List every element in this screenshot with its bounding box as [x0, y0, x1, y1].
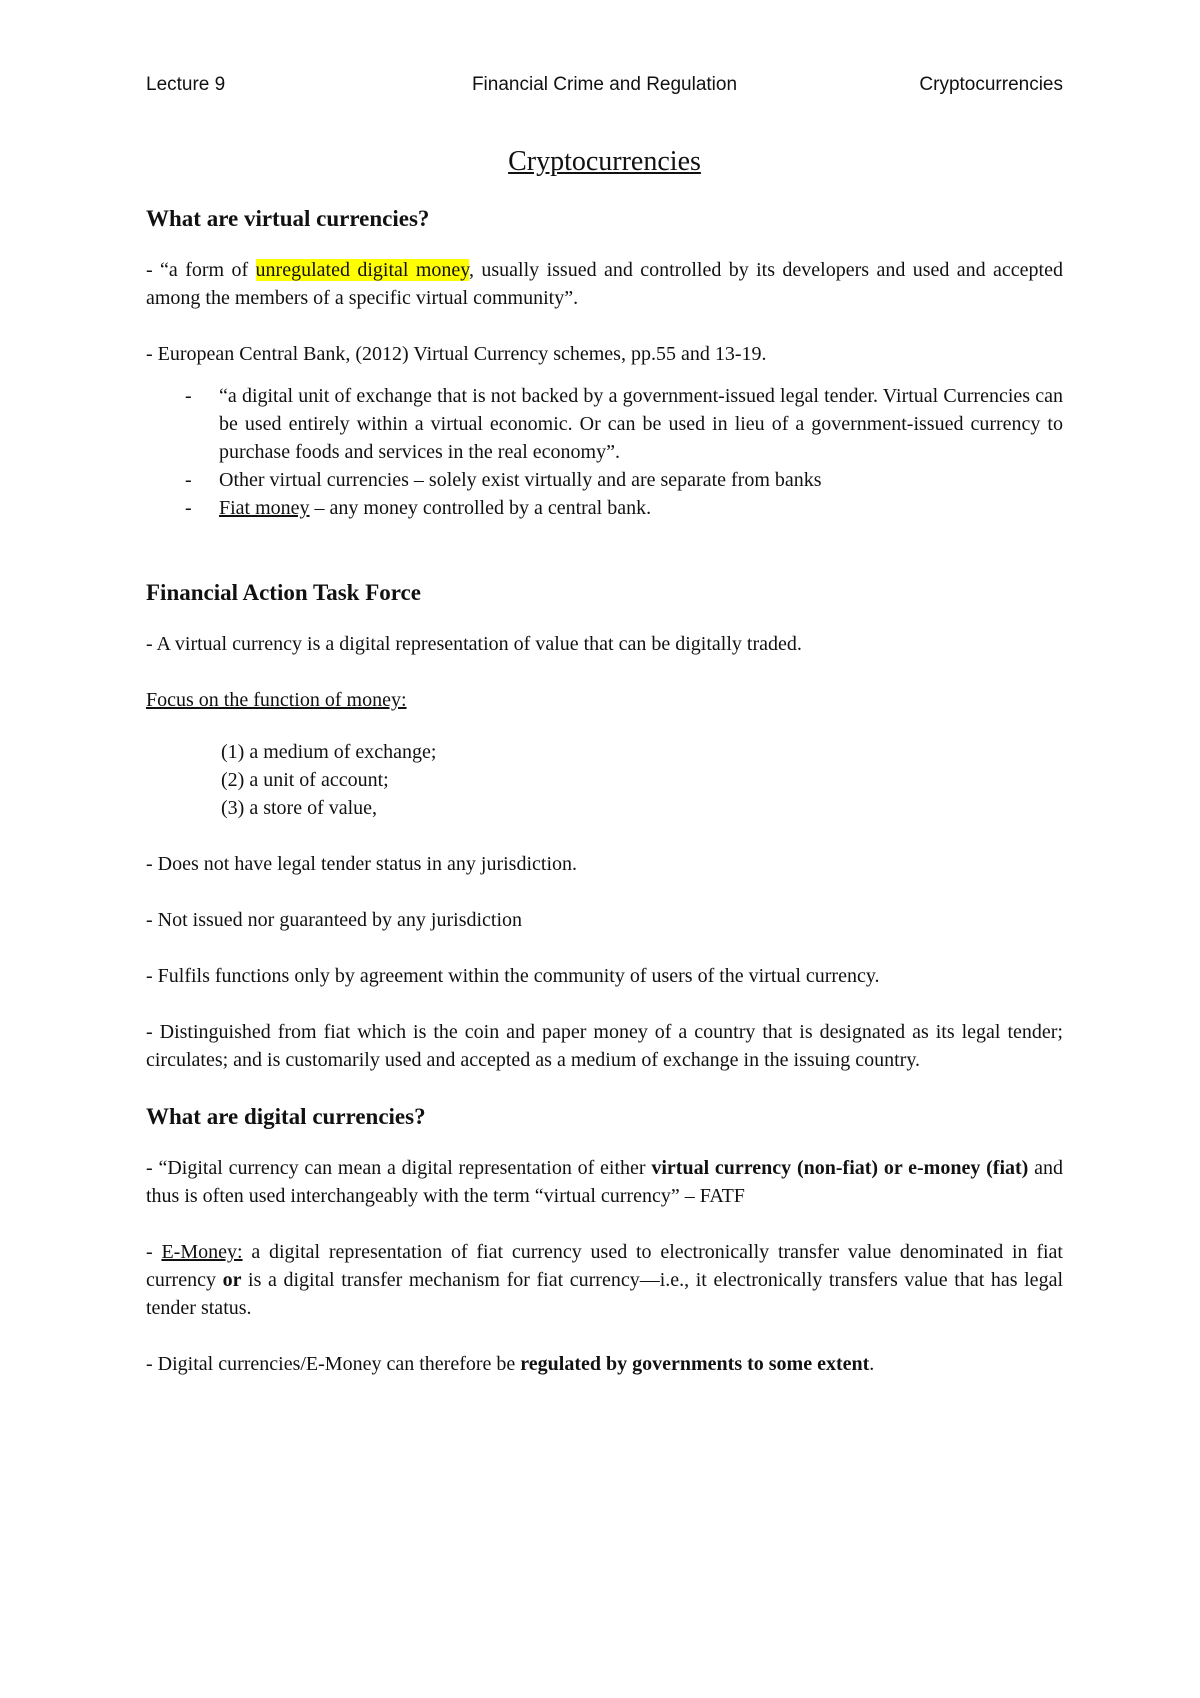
- header-course: Financial Crime and Regulation: [471, 74, 738, 95]
- bold-run: regulated by governments to some extent: [520, 1353, 870, 1375]
- header-topic: Cryptocurrencies: [919, 74, 1063, 95]
- list-item: (2) a unit of account;: [221, 769, 389, 791]
- quote-suffix: , usually issued and controlled by its developers and used and accepted among the members of a specific virtual community”.: [146, 259, 1063, 309]
- fatf-point: - Fulfils functions only by agreement within the community of users of the virtual currency.: [146, 965, 880, 987]
- header-lecture: Lecture 9: [146, 74, 226, 95]
- bullet-dash: -: [185, 469, 192, 491]
- text-run: a digital representation of fiat currency used to electronically transfer value denominated in fiat currency: [146, 1241, 1063, 1291]
- text-run: - Digital currencies/E-Money can therefore be: [146, 1353, 521, 1375]
- bullet-text: – any money controlled by a central bank.: [309, 497, 652, 519]
- text-run: and thus is often used interchangeably with the term “virtual currency” – FATF: [146, 1157, 1063, 1207]
- fiat-money-term: Fiat money: [219, 497, 310, 519]
- text-run: - “Digital currency can mean a digital representation of either: [146, 1157, 652, 1179]
- ecb-source: - European Central Bank, (2012) Virtual Currency schemes, pp.55 and 13-19.: [146, 343, 767, 365]
- list-item: (3) a store of value,: [221, 797, 378, 819]
- virtual-currency-quote: [146, 256, 1063, 312]
- quote-prefix: - “a form of: [146, 259, 256, 281]
- fatf-point: - Distinguished from fiat which is the coin and paper money of a country that is designated as its legal tender; circulates; and is customarily used and accepted as a medium of exchange in the issuing country.: [146, 1021, 1063, 1071]
- bullet-text: Other virtual currencies – solely exist virtually and are separate from banks: [219, 469, 822, 491]
- text-run: -: [146, 1241, 162, 1263]
- focus-label: Focus on the function of money:: [146, 689, 407, 711]
- fatf-point: - Not issued nor guaranteed by any jurisdiction: [146, 909, 523, 931]
- document-body: [146, 142, 1063, 1406]
- text-run: is a digital transfer mechanism for fiat currency—i.e., it electronically transfers value that has legal tender status.: [146, 1269, 1063, 1319]
- section-heading-virtual-currencies: What are virtual currencies?: [146, 206, 430, 231]
- fatf-definition: - A virtual currency is a digital representation of value that can be digitally traded.: [146, 633, 802, 655]
- bullet-dash: -: [185, 497, 192, 519]
- money-functions-list: [221, 738, 1063, 822]
- e-money-definition: [146, 1238, 1063, 1322]
- document-title: Cryptocurrencies: [508, 146, 701, 177]
- text-run: .: [869, 1353, 875, 1375]
- page-header: [146, 74, 1063, 104]
- digital-currency-definition: [146, 1154, 1063, 1210]
- list-item: [185, 382, 1063, 466]
- bold-run: virtual currency (non-fiat) or e-money (fiat): [651, 1157, 1029, 1179]
- highlighted-term: unregulated digital money: [255, 259, 469, 281]
- list-item: [185, 494, 1063, 522]
- list-item: (1) a medium of exchange;: [221, 741, 437, 763]
- section-heading-fatf: Financial Action Task Force: [146, 580, 421, 605]
- list-item: [185, 466, 1063, 494]
- virtual-currency-bullets: [146, 382, 1063, 522]
- bullet-text: “a digital unit of exchange that is not backed by a government-issued legal tender. Virtual Currencies can be used entirely within a virtual economic. Or can be used in lieu of a government-issued currency to purchase foods and services in the real economy”.: [219, 385, 1063, 463]
- e-money-term: E-Money:: [161, 1241, 243, 1263]
- bold-run: or: [222, 1269, 242, 1291]
- section-heading-digital-currencies: What are digital currencies?: [146, 1104, 426, 1129]
- fatf-point: - Does not have legal tender status in any jurisdiction.: [146, 853, 578, 875]
- regulation-statement: [146, 1350, 1063, 1378]
- bullet-dash: -: [185, 385, 192, 407]
